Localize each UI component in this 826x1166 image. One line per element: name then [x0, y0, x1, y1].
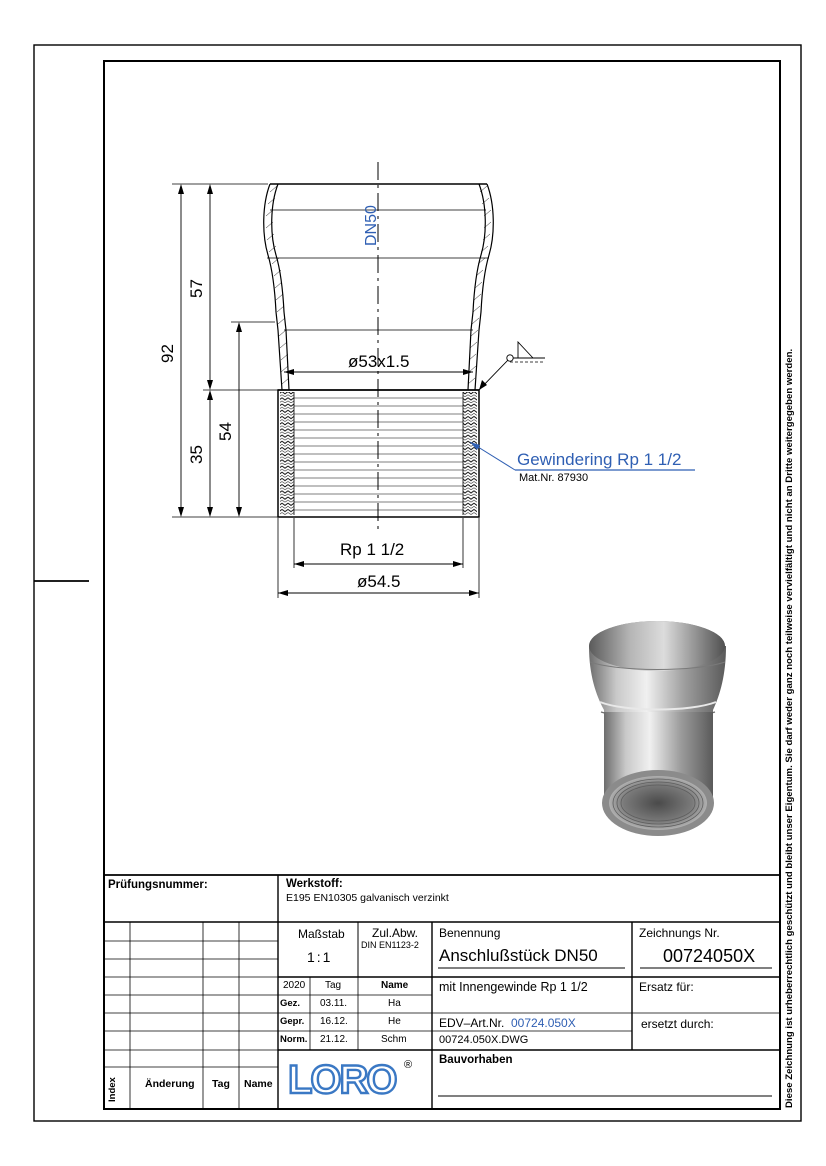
rev-name-label: Name: [244, 1078, 273, 1090]
benennung-line2: mit Innengewinde Rp 1 1/2: [439, 980, 588, 994]
dn-label: DN50: [363, 205, 380, 246]
dim-92: 92: [157, 344, 177, 363]
dim-thread: Rp 1 1/2: [340, 540, 405, 559]
technical-drawing: [172, 162, 695, 598]
zulabw-value: DIN EN1123-2: [361, 940, 419, 950]
dim-outer-diameter: ø54.5: [357, 572, 401, 591]
bauvorhaben-label: Bauvorhaben: [439, 1054, 513, 1066]
pipe-wall-right: [475, 184, 493, 390]
zulabw-label: Zul.Abw.: [372, 926, 419, 940]
zeichnungsnr-label: Zeichnungs Nr.: [639, 926, 720, 940]
weld-symbol: [518, 342, 533, 358]
rev-tag-label: Tag: [212, 1078, 230, 1090]
rev-aenderung-label: Änderung: [145, 1078, 195, 1090]
benennung-label: Benennung: [439, 926, 501, 940]
name-header: Name: [381, 980, 409, 991]
zeichnungsnr-value: 00724050X: [663, 946, 756, 966]
pipe-wall-left: [264, 184, 282, 390]
ersatz-fuer-label: Ersatz für:: [639, 980, 694, 994]
year: 2020: [283, 980, 306, 991]
svg-text:®: ®: [404, 1059, 413, 1071]
pruefungsnummer-label: Prüfungsnummer:: [108, 879, 208, 891]
row-gez-label: Gez.: [280, 998, 301, 1009]
dim-54: 54: [215, 422, 235, 441]
werkstoff-value: E195 EN10305 galvanisch verzinkt: [286, 892, 449, 904]
row-gepr-label: Gepr.: [280, 1016, 305, 1027]
row-gepr-name: He: [388, 1016, 401, 1027]
svg-text:LORO: LORO: [288, 1058, 396, 1102]
dim-35: 35: [186, 445, 206, 464]
tag-header: Tag: [325, 980, 342, 991]
row-gez-tag: 03.11.: [320, 998, 348, 1009]
row-gepr-tag: 16.12.: [320, 1016, 348, 1027]
ersetzt-durch-label: ersetzt durch:: [641, 1017, 714, 1031]
part-name: Gewindering Rp 1 1/2: [517, 450, 682, 469]
loro-logo: [288, 1058, 412, 1102]
part-matnr: Mat.Nr. 87930: [519, 472, 589, 484]
row-norm-name: Schm: [381, 1034, 407, 1045]
werkstoff-label: Werkstoff:: [286, 878, 343, 890]
fitting-3d-render: [589, 621, 726, 836]
edv-value: 00724.050X: [511, 1016, 576, 1030]
copyright-note: Diese Zeichnung ist urheberrechtlich geschützt und bleibt unser Eigentum. Sie darf weder ganz noch teilweise vervielfältigt und nicht an Dritte weitergegeben werden.: [784, 348, 795, 1108]
row-norm-label: Norm.: [280, 1034, 308, 1045]
massstab-label: Maßstab: [298, 927, 345, 941]
dim-57: 57: [186, 279, 206, 298]
dwg-file: 00724.050X.DWG: [439, 1034, 529, 1046]
edv-label: EDV–Art.Nr.: [439, 1016, 505, 1030]
massstab-value: 1:1: [307, 949, 333, 965]
row-gez-name: Ha: [388, 998, 401, 1009]
row-norm-tag: 21.12.: [320, 1034, 348, 1045]
dim-pipe-diameter: ø53x1.5: [348, 352, 410, 371]
rev-index-label: Index: [107, 1077, 118, 1102]
benennung-value: Anschlußstück DN50: [439, 946, 598, 965]
